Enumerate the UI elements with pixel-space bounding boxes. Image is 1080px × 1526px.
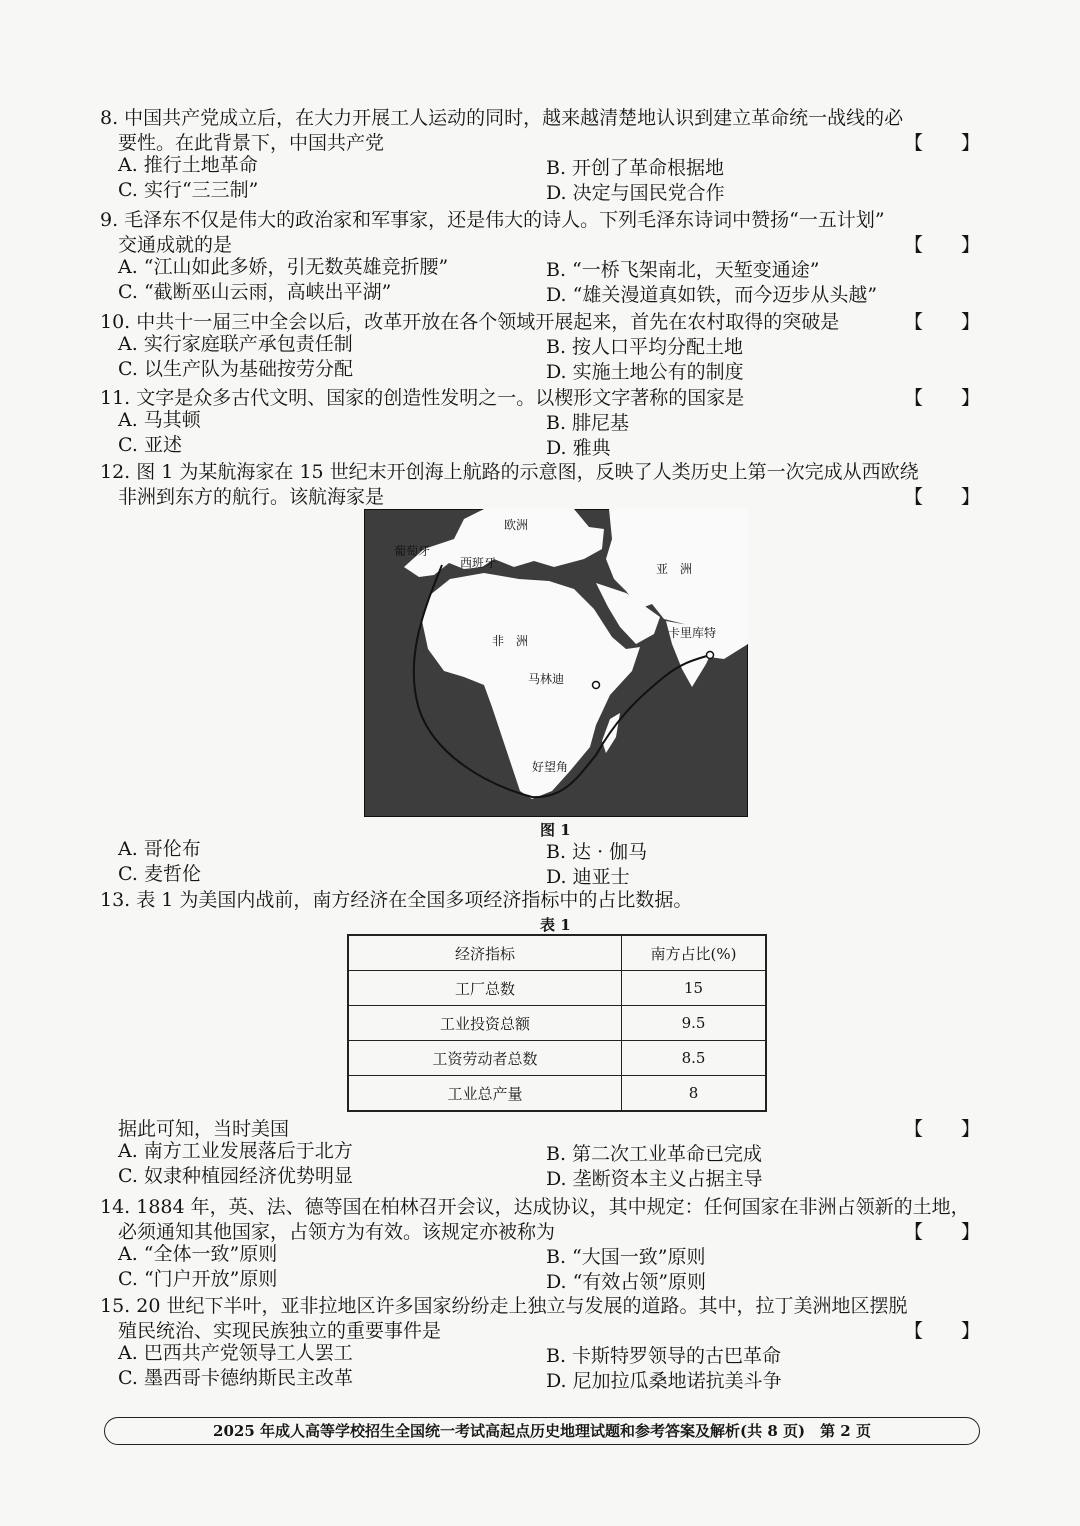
- question-stem-continued: 非洲到东方的航行。该航海家是: [118, 486, 385, 508]
- question-stem: 11. 文字是众多古代文明、国家的创造性发明之一。以楔形文字著称的国家是: [100, 387, 745, 409]
- economic-table: [347, 934, 767, 1112]
- question-stem-continued: 交通成就的是: [118, 234, 233, 256]
- option-b: B. “大国一致”原则: [546, 1246, 706, 1268]
- option-a: A. 实行家庭联产承包责任制: [118, 333, 353, 355]
- answer-bracket: 【 】: [903, 1320, 980, 1342]
- option-a: A. 马其顿: [118, 409, 201, 431]
- option-c: C. 奴隶种植园经济优势明显: [118, 1165, 353, 1187]
- option-c: C. 墨西哥卡德纳斯民主改革: [118, 1367, 353, 1389]
- question-stem: 9. 毛泽东不仅是伟大的政治家和军事家，还是伟大的诗人。下列毛泽东诗词中赞扬“一五计划”: [100, 209, 885, 231]
- question-stem-continued: 要性。在此背景下，中国共产党: [118, 132, 385, 154]
- table-header: 南方占比(%): [622, 935, 767, 971]
- label-malindi: 马林迪: [528, 672, 565, 686]
- option-d: D. 尼加拉瓜桑地诺抗美斗争: [546, 1370, 782, 1392]
- option-c: C. 亚述: [118, 434, 182, 456]
- question-12-options: [100, 840, 980, 890]
- table-cell: 工厂总数: [348, 971, 622, 1006]
- label-calicut: 卡里库特: [668, 626, 717, 640]
- options: [100, 335, 980, 385]
- option-d: D. 迪亚士: [546, 866, 630, 888]
- option-a: A. 哥伦布: [118, 838, 201, 860]
- option-a: A. 推行土地革命: [118, 154, 258, 176]
- label-cape: 好望角: [532, 760, 569, 774]
- options: [100, 840, 980, 890]
- table-row: [348, 1041, 766, 1076]
- options: [100, 156, 980, 206]
- option-b: B. 达 · 伽马: [546, 841, 648, 863]
- table-cell: 15: [622, 971, 767, 1006]
- question-13: [100, 888, 980, 913]
- option-b: B. 腓尼基: [546, 412, 630, 434]
- options: [100, 411, 980, 461]
- option-a: A. 巴西共产党领导工人罢工: [118, 1342, 353, 1364]
- question-stem: 15. 20 世纪下半叶，亚非拉地区许多国家纷纷走上独立与发展的道路。其中，拉丁美洲地区摆脱: [100, 1295, 908, 1317]
- question-12: [100, 460, 980, 510]
- answer-bracket: 【 】: [903, 132, 980, 154]
- answer-bracket: 【 】: [903, 1221, 980, 1243]
- label-europe: 欧洲: [504, 518, 529, 532]
- option-c: C. 麦哲伦: [118, 863, 201, 885]
- option-c: C. 以生产队为基础按劳分配: [118, 358, 353, 380]
- option-d: D. “有效占领”原则: [546, 1271, 707, 1293]
- table-caption: 表 1: [540, 916, 571, 934]
- option-a: A. “江山如此多娇，引无数英雄竞折腰”: [118, 256, 449, 278]
- question-13-after: [100, 1117, 980, 1192]
- option-c: C. “截断巫山云雨，高峡出平湖”: [118, 281, 392, 303]
- table-cell: 8.5: [622, 1041, 767, 1076]
- answer-bracket: 【 】: [903, 311, 980, 333]
- option-c: C. “门户开放”原则: [118, 1268, 278, 1290]
- answer-bracket: 【 】: [903, 234, 980, 256]
- question-stem-continued: 必须通知其他国家，占领方为有效。该规定亦被称为: [118, 1221, 556, 1243]
- question-stem-continued: 据此可知，当时美国: [118, 1118, 290, 1140]
- table-header: 经济指标: [348, 935, 622, 971]
- calicut-marker: [707, 652, 714, 659]
- options: [100, 1142, 980, 1192]
- option-b: B. “一桥飞架南北，天堑变通途”: [546, 259, 820, 281]
- question-stem: 12. 图 1 为某航海家在 15 世纪末开创海上航路的示意图，反映了人类历史上第一次完成从西欧绕: [100, 461, 919, 483]
- label-africa: 非 洲: [492, 634, 529, 648]
- answer-bracket: 【 】: [903, 1118, 980, 1140]
- option-a: A. 南方工业发展落后于北方: [118, 1140, 353, 1162]
- table-cell: 8: [622, 1076, 767, 1112]
- label-asia: 亚 洲: [656, 562, 693, 576]
- table-row: [348, 1006, 766, 1041]
- label-spain: 西班牙: [460, 556, 497, 570]
- table-row: [348, 1076, 766, 1112]
- question-stem: 14. 1884 年，英、法、德等国在柏林召开会议，达成协议，其中规定：任何国家在非洲占领新的土地，: [100, 1196, 970, 1218]
- map-svg: [364, 509, 748, 817]
- table-header-row: [348, 935, 766, 971]
- question-stem: 8. 中国共产党成立后，在大力开展工人运动的同时，越来越清楚地认识到建立革命统一战线的必: [100, 107, 904, 129]
- label-portugal: 葡萄牙: [394, 544, 431, 558]
- option-d: D. “雄关漫道真如铁，而今迈步从头越”: [546, 284, 878, 306]
- question-11: [100, 386, 980, 461]
- option-b: B. 第二次工业革命已完成: [546, 1143, 763, 1165]
- page-footer: 2025 年成人高等学校招生全国统一考试高起点历史地理试题和参考答案及解析(共 8 页) 第 2 页: [104, 1417, 980, 1445]
- question-stem-continued: 殖民统治、实现民族独立的重要事件是: [118, 1320, 442, 1342]
- question-10: [100, 310, 980, 385]
- option-b: B. 按人口平均分配土地: [546, 336, 744, 358]
- voyage-map: [364, 509, 748, 817]
- question-stem: 13. 表 1 为美国内战前，南方经济在全国多项经济指标中的占比数据。: [100, 889, 693, 911]
- answer-bracket: 【 】: [903, 387, 980, 409]
- question-14: [100, 1195, 980, 1295]
- table-row: [348, 971, 766, 1006]
- option-d: D. 垄断资本主义占据主导: [546, 1168, 763, 1190]
- question-15: [100, 1294, 980, 1394]
- answer-bracket: 【 】: [903, 486, 980, 508]
- option-d: D. 雅典: [546, 437, 611, 459]
- table-cell: 工资劳动者总数: [348, 1041, 622, 1076]
- option-d: D. 决定与国民党合作: [546, 182, 725, 204]
- option-c: C. 实行“三三制”: [118, 179, 259, 201]
- options: [100, 1344, 980, 1394]
- option-b: B. 开创了革命根据地: [546, 157, 725, 179]
- option-d: D. 实施土地公有的制度: [546, 361, 744, 383]
- option-b: B. 卡斯特罗领导的古巴革命: [546, 1345, 782, 1367]
- malindi-marker: [593, 682, 600, 689]
- figure-caption: 图 1: [540, 821, 571, 839]
- question-8: [100, 106, 980, 206]
- options: [100, 258, 980, 308]
- options: [100, 1245, 980, 1295]
- option-a: A. “全体一致”原则: [118, 1243, 278, 1265]
- table-cell: 工业总产量: [348, 1076, 622, 1112]
- table-cell: 工业投资总额: [348, 1006, 622, 1041]
- question-9: [100, 208, 980, 308]
- question-stem: 10. 中共十一届三中全会以后，改革开放在各个领域开展起来，首先在农村取得的突破是: [100, 311, 840, 333]
- table-cell: 9.5: [622, 1006, 767, 1041]
